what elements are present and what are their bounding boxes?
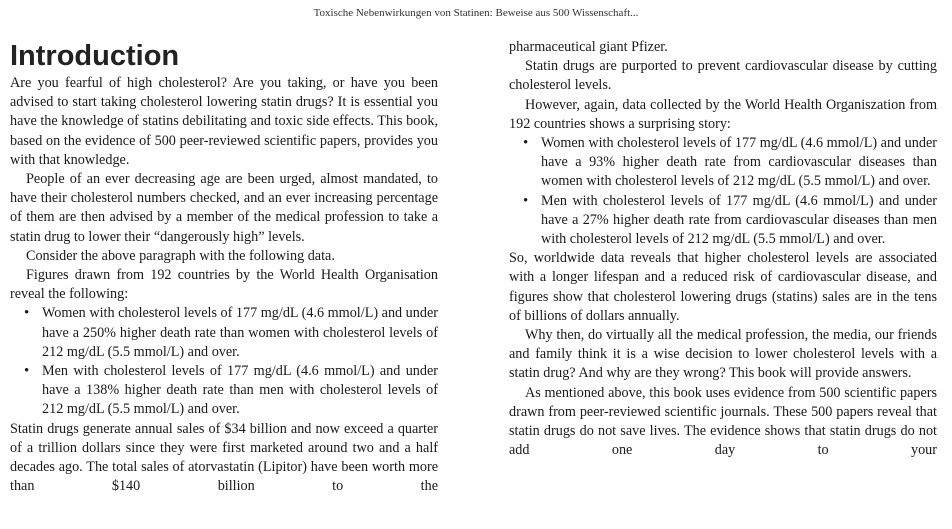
paragraph: As mentioned above, this book uses evidence from 500 scientific papers drawn from peer-reviewed scientific journals. These 500 papers reveal that statin drugs do not save lives. The evidence shows that statin drugs do not add one day to your bbox=[509, 384, 937, 459]
bullet-item: • Men with cholesterol levels of 177 mg/dL (4.6 mmol/L) and under have a 27% higher death rate from cardiovascular diseases than men with cholesterol levels of 212 mg/dL (5.5 mmol/L) and over. bbox=[541, 192, 937, 250]
bullet-item: • Women with cholesterol levels of 177 mg/dL (4.6 mmol/L) and under have a 93% higher death rate from cardiovascular diseases than women with cholesterol levels of 212 mg/dL (5.5 mmol/L) and over. bbox=[541, 134, 937, 192]
paragraph: Why then, do virtually all the medical profession, the media, our friends and family think it is a wise decision to lower cholesterol levels with a statin drug? And why are they wrong? This book will provide answers. bbox=[509, 327, 937, 382]
chapter-heading: Introduction bbox=[10, 40, 180, 72]
bullet-list bbox=[509, 134, 937, 249]
paragraph: Statin drugs are purported to prevent cardiovascular disease by cutting cholesterol levels. bbox=[509, 58, 937, 94]
paragraph: Statin drugs generate annual sales of $34 billion and now exceed a quarter of a trillion dollars since they were first marketed around two and a half decades ago. The total sales of atorvastatin (Lipitor) have been worth more than $140 billion to the bbox=[10, 420, 438, 495]
bullet-list bbox=[10, 304, 438, 419]
paragraph: Figures drawn from 192 countries by the World Health Organisation reveal the following: bbox=[10, 267, 438, 303]
right-column bbox=[509, 38, 937, 460]
bullet-item: • Men with cholesterol levels of 177 mg/dL (4.6 mmol/L) and under have a 138% higher death rate than men with cholesterol levels of 212 mg/dL (5.5 mmol/L) and over. bbox=[42, 362, 438, 420]
paragraph: pharmaceutical giant Pfizer. bbox=[509, 39, 668, 55]
paragraph: People of an ever decreasing age are been urged, almost mandated, to have their cholesterol numbers checked, and an ever increasing percentage of them are then advised by a member of the medical profession to take a statin drug to lower their “dangerously high” levels. bbox=[10, 171, 438, 245]
left-column bbox=[10, 38, 438, 496]
paragraph: Are you fearful of high cholesterol? Are you taking, or have you been advised to start taking cholesterol lowering statin drugs? It is essential you have the knowledge of statins debilitating and toxic side effects. This book, based on the evidence of 500 peer-reviewed scientific papers, provides you with that knowledge. bbox=[10, 75, 438, 168]
paragraph: However, again, data collected by the World Health Organiszation from 192 countries shows a surprising story: bbox=[509, 96, 937, 132]
running-header-title: Toxische Nebenwirkungen von Statinen: Beweise aus 500 Wissenschaft... bbox=[313, 7, 639, 19]
paragraph: Consider the above paragraph with the following data. bbox=[26, 247, 335, 264]
paragraph: So, worldwide data reveals that higher cholesterol levels are associated with a longer lifespan and a reduced risk of cardiovascular disease, and figures show that cholesterol lowering drugs (statins) sales are in the tens of billions of dollars annually. bbox=[509, 250, 937, 324]
bullet-item: • Women with cholesterol levels of 177 mg/dL (4.6 mmol/L) and under have a 250% higher death rate than women with cholesterol levels of 212 mg/dL (5.5 mmol/L) and over. bbox=[42, 304, 438, 362]
